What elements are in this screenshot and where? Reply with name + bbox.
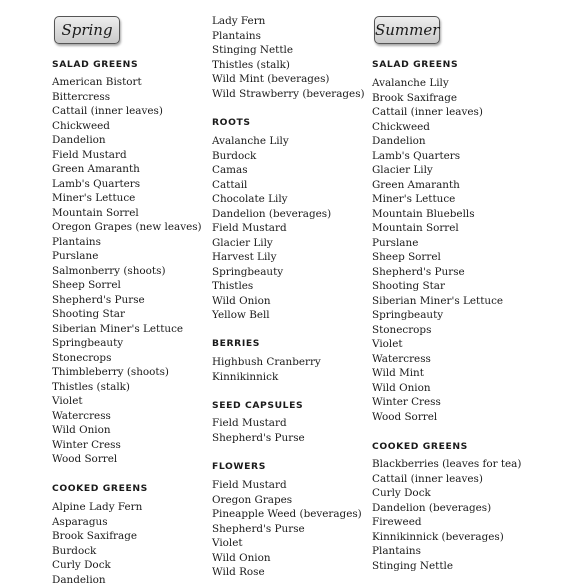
list-item: Brook Saxifrage xyxy=(372,91,503,106)
list-item: Mountain Bluebells xyxy=(372,207,503,222)
season-label-summer: Summer xyxy=(374,16,440,44)
list-item: Plantains xyxy=(52,235,202,250)
list-item: Shepherd's Purse xyxy=(212,522,362,537)
list-item: Chickweed xyxy=(372,120,503,135)
list-item: Blackberries (leaves for tea) xyxy=(372,457,521,472)
list-item: Oregon Grapes (new leaves) xyxy=(52,220,202,235)
list-cooked-greens-summer xyxy=(372,457,521,573)
list-item: Watercress xyxy=(52,409,202,424)
list-item: Cattail xyxy=(212,178,331,193)
section-title-cooked-greens: COOKED GREENS xyxy=(52,483,148,494)
list-item: Violet xyxy=(212,536,362,551)
list-cooked-greens-spring xyxy=(52,500,142,587)
list-item: Lamb's Quarters xyxy=(52,177,202,192)
list-item: Siberian Miner's Lettuce xyxy=(52,322,202,337)
list-item: Lamb's Quarters xyxy=(372,149,503,164)
list-item: Plantains xyxy=(212,29,365,44)
list-item: Wild Mint xyxy=(372,366,503,381)
list-item: Mountain Sorrel xyxy=(372,221,503,236)
list-berries xyxy=(212,355,321,384)
list-item: Cattail (inner leaves) xyxy=(52,104,202,119)
list-item: Plantains xyxy=(372,544,521,559)
list-item: Sheep Sorrel xyxy=(372,250,503,265)
list-item: Shepherd's Purse xyxy=(372,265,503,280)
list-item: Field Mustard xyxy=(212,416,305,431)
list-item: Burdock xyxy=(52,544,142,559)
list-item: Wild Onion xyxy=(372,381,503,396)
section-title-berries: BERRIES xyxy=(212,338,260,349)
list-item: Curly Dock xyxy=(52,558,142,573)
list-seed-capsules xyxy=(212,416,305,445)
list-item: Wild Onion xyxy=(52,423,202,438)
list-item: Brook Saxifrage xyxy=(52,529,142,544)
list-item: Violet xyxy=(52,394,202,409)
list-item: Lady Fern xyxy=(212,14,365,29)
list-item: Chocolate Lily xyxy=(212,192,331,207)
list-item: Alpine Lady Fern xyxy=(52,500,142,515)
list-item: Yellow Bell xyxy=(212,308,331,323)
list-item: Field Mustard xyxy=(212,221,331,236)
list-item: Cattail (inner leaves) xyxy=(372,472,521,487)
list-item: Watercress xyxy=(372,352,503,367)
list-item: Dandelion xyxy=(372,134,503,149)
list-item: Sheep Sorrel xyxy=(52,278,202,293)
list-item: Dandelion (beverages) xyxy=(372,501,521,516)
list-item: Green Amaranth xyxy=(372,178,503,193)
list-item: Wood Sorrel xyxy=(372,410,503,425)
list-item: Springbeauty xyxy=(372,308,503,323)
list-item: Springbeauty xyxy=(212,265,331,280)
list-item: Wild Mint (beverages) xyxy=(212,72,365,87)
list-item: Cattail (inner leaves) xyxy=(372,105,503,120)
list-item: Fireweed xyxy=(372,515,521,530)
list-item: Stonecrops xyxy=(372,323,503,338)
list-item: Wood Sorrel xyxy=(52,452,202,467)
list-item: Siberian Miner's Lettuce xyxy=(372,294,503,309)
list-flowers xyxy=(212,478,362,580)
section-title-roots: ROOTS xyxy=(212,117,251,128)
list-item: Thistles (stalk) xyxy=(52,380,202,395)
list-item: Violet xyxy=(372,337,503,352)
list-item: Green Amaranth xyxy=(52,162,202,177)
list-item: Stinging Nettle xyxy=(372,559,521,574)
list-item: Highbush Cranberry xyxy=(212,355,321,370)
list-item: Pineapple Weed (beverages) xyxy=(212,507,362,522)
list-item: Winter Cress xyxy=(52,438,202,453)
list-item: Winter Cress xyxy=(372,395,503,410)
list-item: Stonecrops xyxy=(52,351,202,366)
list-item: Dandelion xyxy=(52,133,202,148)
list-item: Wild Onion xyxy=(212,551,362,566)
section-title-salad-greens-summer: SALAD GREENS xyxy=(372,59,458,70)
list-item: Asparagus xyxy=(52,515,142,530)
list-item: Kinnikinnick xyxy=(212,370,321,385)
list-item: Burdock xyxy=(212,149,331,164)
list-salad-greens-spring xyxy=(52,75,202,467)
season-label-spring: Spring xyxy=(54,16,120,44)
list-item: Thistles xyxy=(212,279,331,294)
list-item: Curly Dock xyxy=(372,486,521,501)
list-item: Miner's Lettuce xyxy=(372,192,503,207)
list-item: Kinnikinnick (beverages) xyxy=(372,530,521,545)
list-item: Shepherd's Purse xyxy=(52,293,202,308)
list-item: Salmonberry (shoots) xyxy=(52,264,202,279)
list-item: Wild Onion xyxy=(212,294,331,309)
list-item: Thimbleberry (shoots) xyxy=(52,365,202,380)
list-item: Wild Strawberry (beverages) xyxy=(212,87,365,102)
list-item: Shepherd's Purse xyxy=(212,431,305,446)
list-item: Dandelion xyxy=(52,573,142,587)
list-item: Field Mustard xyxy=(212,478,362,493)
section-title-salad-greens: SALAD GREENS xyxy=(52,59,138,70)
list-item: Shooting Star xyxy=(52,307,202,322)
list-item: Miner's Lettuce xyxy=(52,191,202,206)
list-item: Glacier Lily xyxy=(372,163,503,178)
list-item: Chickweed xyxy=(52,119,202,134)
section-title-cooked-greens-summer: COOKED GREENS xyxy=(372,441,468,452)
list-item: Glacier Lily xyxy=(212,236,331,251)
list-item: American Bistort xyxy=(52,75,202,90)
list-item: Dandelion (beverages) xyxy=(212,207,331,222)
list-item: Avalanche Lily xyxy=(372,76,503,91)
list-item: Thistles (stalk) xyxy=(212,58,365,73)
list-item: Springbeauty xyxy=(52,336,202,351)
list-item: Purslane xyxy=(52,249,202,264)
list-item: Bittercress xyxy=(52,90,202,105)
list-salad-greens-summer xyxy=(372,76,503,424)
list-cooked-greens-continued xyxy=(212,14,365,101)
list-item: Shooting Star xyxy=(372,279,503,294)
list-item: Wild Rose xyxy=(212,565,362,580)
list-item: Mountain Sorrel xyxy=(52,206,202,221)
list-item: Harvest Lily xyxy=(212,250,331,265)
list-item: Avalanche Lily xyxy=(212,134,331,149)
list-item: Oregon Grapes xyxy=(212,493,362,508)
section-title-flowers: FLOWERS xyxy=(212,461,266,472)
list-item: Field Mustard xyxy=(52,148,202,163)
list-item: Stinging Nettle xyxy=(212,43,365,58)
list-item: Purslane xyxy=(372,236,503,251)
list-roots xyxy=(212,134,331,323)
list-item: Camas xyxy=(212,163,331,178)
section-title-seed-capsules: SEED CAPSULES xyxy=(212,400,303,411)
